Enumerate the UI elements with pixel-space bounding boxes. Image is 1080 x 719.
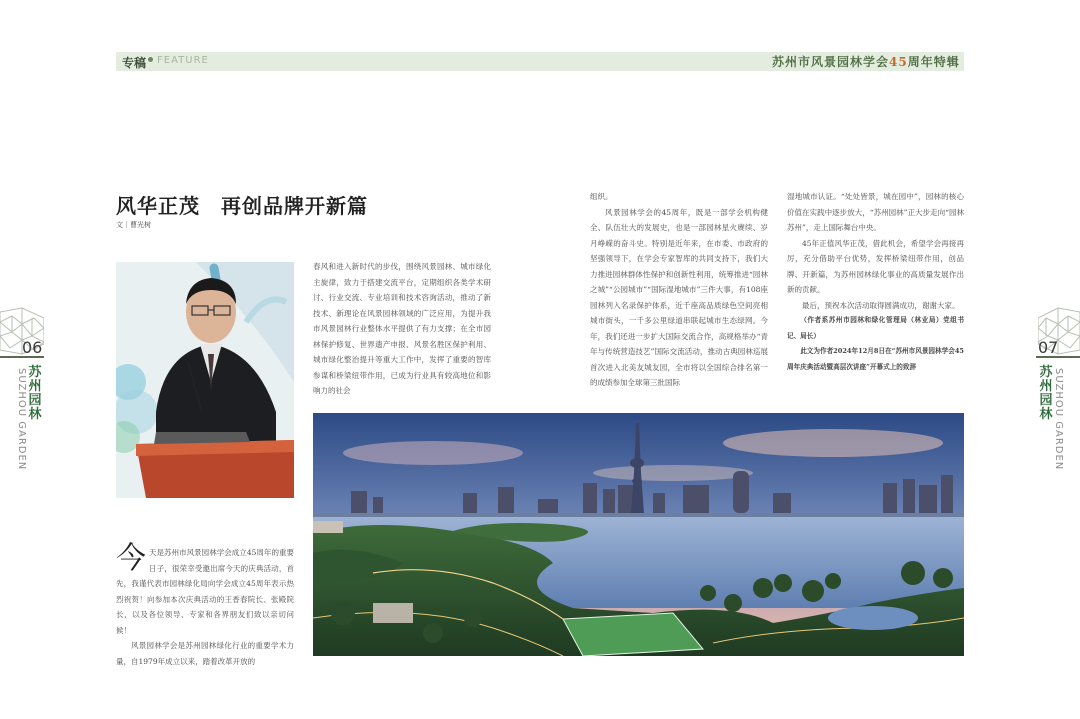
- speaker-photo: [116, 262, 294, 498]
- magazine-name-left: 苏州园林: [28, 365, 42, 422]
- paragraph: 风景园林学会的45周年，既是一部学会机构健全、队伍壮大的发展史，也是一部园林星火赓续、岁月峥嵘的奋斗史。特别是近年来，在市委、市政府的坚强领导下，在学会专家智库的共同支持下，我们大力推进园林群体性保护和创新性利用，统筹推进“园林之城”“公园城市”“国际湿地城市”三件大事，有108座园林列入名录保护体系，近千座高品质绿色空间亮相城市街头，一千多公里绿道串联起城市生态绿网。今年，我们还进一步扩大国际交流合作，高规格举办“青年与传统营造技艺”国际交流活动，推动古典园林巡展首次进入北美友城友园，全市将以全国综合排名第一的成绩参加全球第三批国际: [590, 207, 768, 387]
- paragraph: 最后，预祝本次活动取得圆满成功，谢谢大家。: [802, 300, 960, 310]
- magazine-name-right: 苏州园林: [1039, 365, 1053, 422]
- special-issue-post: 周年特辑: [907, 55, 960, 69]
- drop-cap: 今: [116, 541, 146, 576]
- column-label-en: FEATURE: [157, 55, 209, 66]
- author-note: （作者系苏州市园林和绿化管理局（林业局）党组书记、局长）: [787, 316, 964, 340]
- paragraph: 春风和进入新时代的步伐，围绕风景园林、城市绿化主旋律，致力于搭建交流平台，定期组织各类学术研讨、行业交流、专业培训和技术咨询活动，推动了新技术、新理论在风景园林领域的广泛应用，为提升我市风景园林行业整体水平提供了有力支撑；在全市园林保护修复、世界遗产申报、风景名胜区保护利用、城市绿化整治提升等重大工作中，发挥了重要的智库参谋和桥梁纽带作用，已成为行业具有较高地位和影响力的社会: [313, 262, 491, 395]
- text-column-1: [116, 541, 294, 669]
- magazine-name-en-left: SUZHOU GARDEN: [16, 368, 27, 471]
- paragraph: 风景园林学会是苏州园林绿化行业的重要学术力量，自1979年成立以来，踏着改革开放的: [116, 641, 294, 666]
- article-title: 风华正茂 再创品牌开新篇: [116, 194, 368, 218]
- paragraph: 天是苏州市风景园林学会成立45周年的重要日子，很荣幸受邀出席今天的庆典活动，首先，我谨代表市园林绿化局向学会成立45周年表示热烈祝贺！向参加本次庆典活动的王香春院长、张殿院长，以及各位领导、专家和各界朋友们致以亲切问候！: [116, 548, 294, 635]
- page-number-left: 06: [22, 338, 43, 357]
- speech-note: 此文为作者2024年12月8日在“苏州市风景园林学会45周年庆典活动暨高层次讲座”开幕式上的致辞: [787, 347, 964, 371]
- text-column-4: [787, 189, 964, 375]
- special-issue-number: 45: [889, 55, 908, 69]
- article-byline: 文｜曹光树: [116, 221, 151, 229]
- text-column-2: [313, 259, 491, 399]
- magazine-name-en-right: SUZHOU GARDEN: [1053, 368, 1064, 471]
- bullet-dot-icon: [148, 57, 153, 62]
- paragraph: 湿地城市认证。“处处皆景，城在园中”，园林的核心价值在实践中逐步放大，“苏州园林”正大步走向“园林苏州”，走上国际舞台中央。: [787, 192, 964, 232]
- special-issue-label: [772, 53, 960, 70]
- paragraph: 45年正值风华正茂，借此机会，希望学会再接再厉，充分借助平台优势，发挥桥梁纽带作用，创品牌、开新篇，为苏州园林绿化事业的高质量发展作出新的贡献。: [787, 238, 964, 294]
- city-lake-photo: [313, 413, 964, 656]
- text-column-3: [590, 189, 768, 391]
- special-issue-pre: 苏州市风景园林学会: [772, 55, 890, 69]
- page-number-right: 07: [1038, 338, 1059, 357]
- column-label: 专稿: [122, 56, 147, 70]
- paragraph: 组织。: [590, 192, 613, 201]
